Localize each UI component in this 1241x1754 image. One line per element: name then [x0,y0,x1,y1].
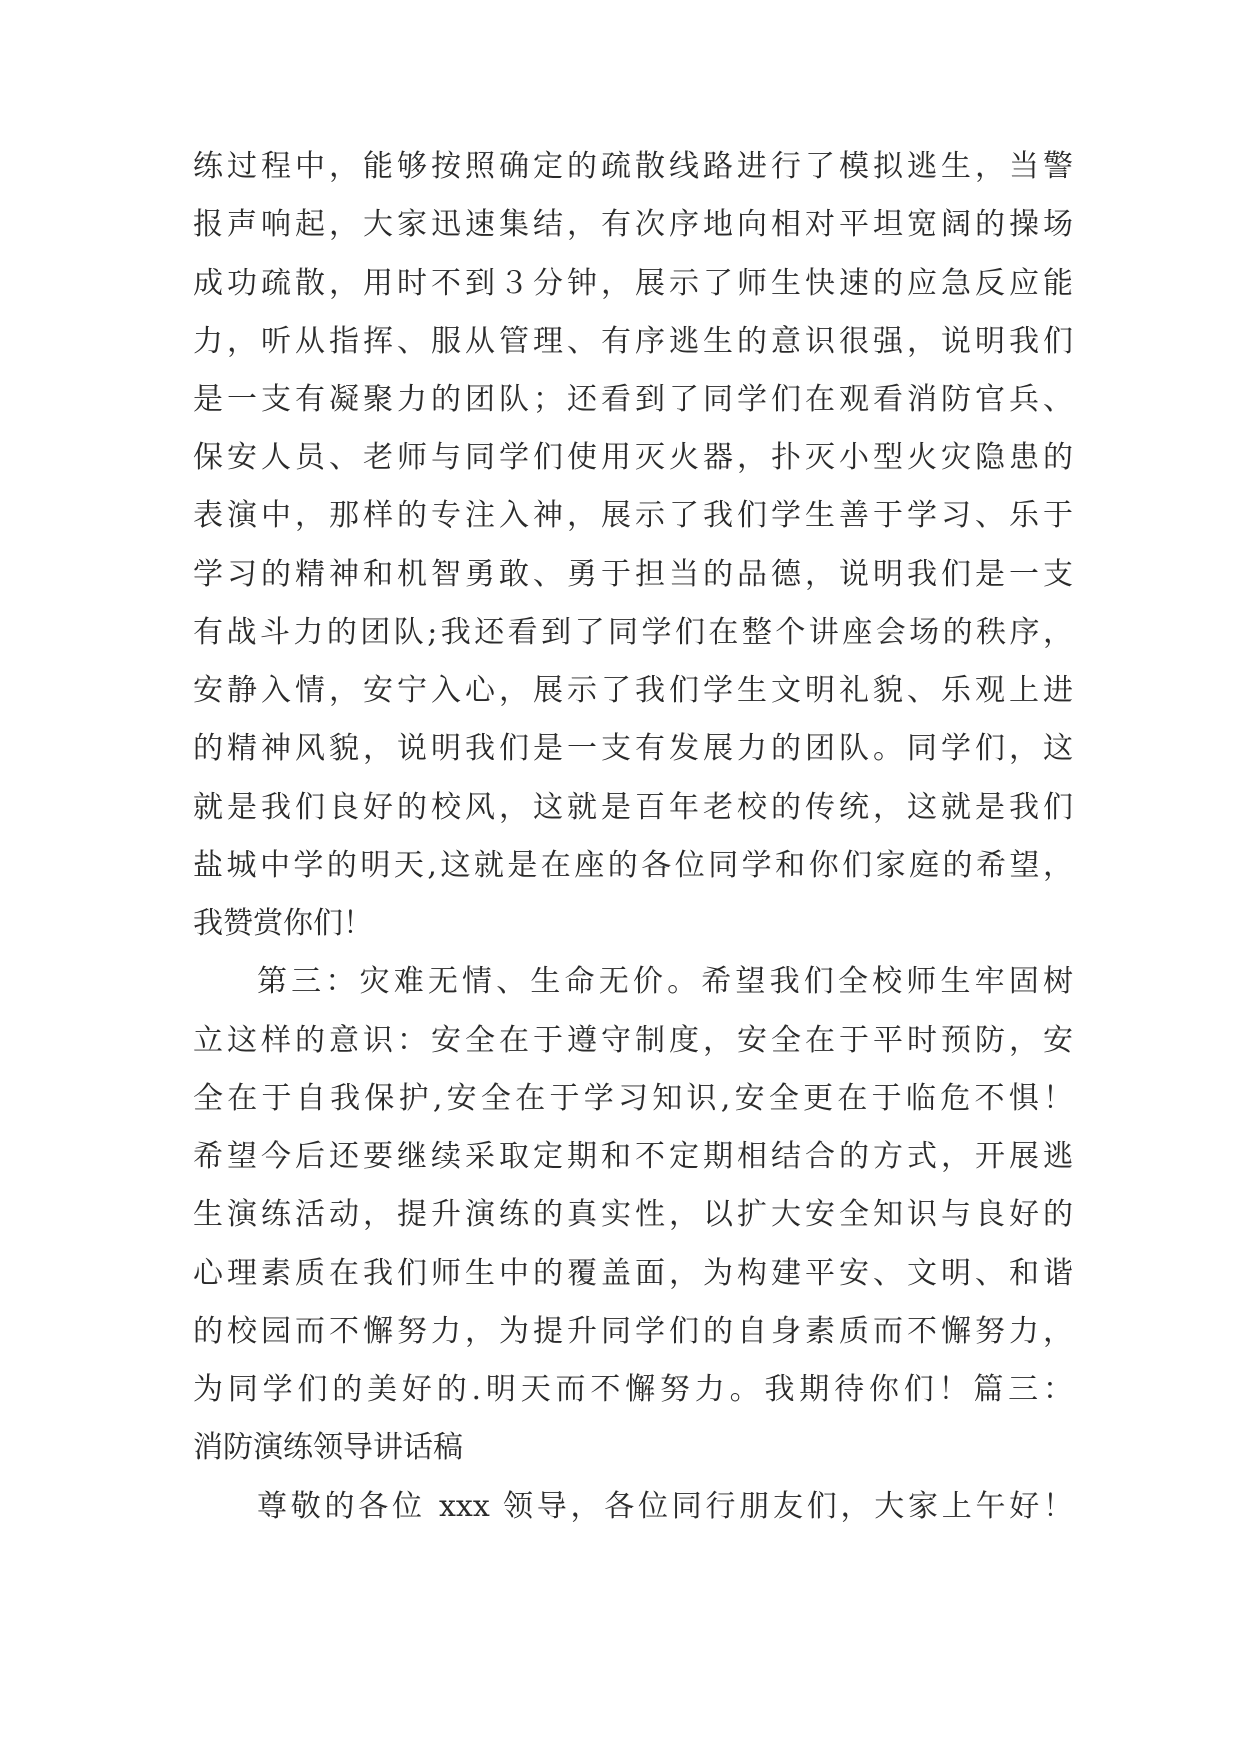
body-line: 是一支有凝聚力的团队；还看到了同学们在观看消防官兵、 [193,382,1073,417]
body-line: 我赞赏你们！ [193,906,373,941]
paragraph-first-line: 第三：灾难无情、生命无价。希望我们全校师生牢固树 [257,964,1073,999]
body-line: 全在于自我保护,安全在于学习知识,安全更在于临危不惧！ [193,1081,1073,1116]
body-line: 力，听从指挥、服从管理、有序逃生的意识很强，说明我们 [193,324,1073,359]
section-title: 消防演练领导讲话稿 [193,1430,463,1465]
body-line: 生演练活动，提升演练的真实性，以扩大安全知识与良好的 [193,1197,1073,1232]
body-line: 的校园而不懈努力，为提升同学们的自身素质而不懈努力， [193,1314,1073,1349]
body-line: 心理素质在我们师生中的覆盖面，为构建平安、文明、和谐 [193,1256,1073,1291]
body-line: 安静入情，安宁入心，展示了我们学生文明礼貌、乐观上进 [193,673,1073,708]
body-line: 盐城中学的明天,这就是在座的各位同学和你们家庭的希望， [193,848,1073,883]
greeting-line: 尊敬的各位 xxx 领导，各位同行朋友们，大家上午好！ [257,1489,1073,1524]
body-line: 的精神风貌，说明我们是一支有发展力的团队。同学们，这 [193,731,1073,766]
body-line: 就是我们良好的校风，这就是百年老校的传统，这就是我们 [193,790,1073,825]
body-line: 表演中，那样的专注入神，展示了我们学生善于学习、乐于 [193,498,1073,533]
body-line: 希望今后还要继续采取定期和不定期相结合的方式，开展逃 [193,1139,1073,1174]
body-line: 报声响起，大家迅速集结，有次序地向相对平坦宽阔的操场 [193,207,1073,242]
body-line: 练过程中，能够按照确定的疏散线路进行了模拟逃生，当警 [193,149,1073,184]
body-line: 学习的精神和机智勇敢、勇于担当的品德，说明我们是一支 [193,557,1073,592]
body-line: 为同学们的美好的.明天而不懈努力。我期待你们！篇三： [193,1372,1073,1407]
body-line: 有战斗力的团队;我还看到了同学们在整个讲座会场的秩序， [193,615,1073,650]
body-line: 立这样的意识：安全在于遵守制度，安全在于平时预防，安 [193,1023,1073,1058]
body-line: 保安人员、老师与同学们使用灭火器，扑灭小型火灾隐患的 [193,440,1073,475]
body-line: 成功疏散，用时不到３分钟，展示了师生快速的应急反应能 [193,266,1073,301]
